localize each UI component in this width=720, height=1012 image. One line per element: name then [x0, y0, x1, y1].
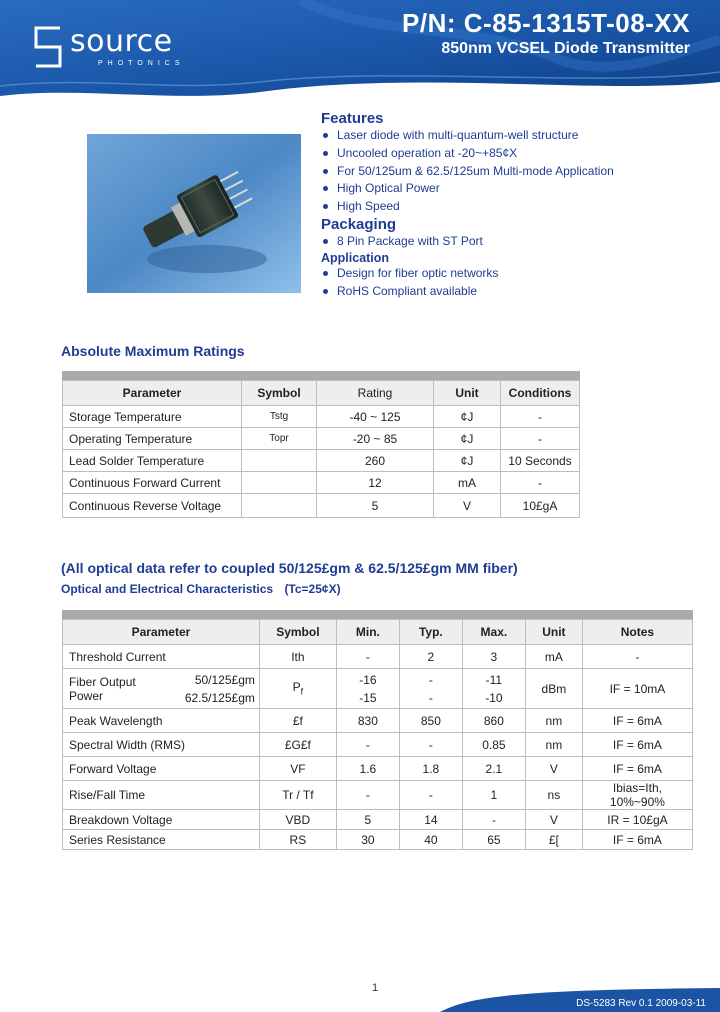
logo-subtext: PHOTONICS: [98, 60, 185, 67]
cell-symbol: [242, 450, 317, 472]
cell-min: 5: [336, 810, 399, 830]
cell-symbol: RS: [259, 830, 336, 850]
column-header: Min.: [336, 620, 399, 645]
table-row: [63, 450, 580, 472]
optical-table: [62, 619, 693, 850]
column-header: Rating: [317, 381, 434, 406]
cell-typ: [399, 669, 462, 709]
cell-unit: V: [525, 810, 582, 830]
column-header: Symbol: [259, 620, 336, 645]
cell-symbol: $P_f$: [259, 669, 336, 709]
table-header-row: [63, 620, 693, 645]
cell-symbol: [242, 472, 317, 494]
cell-notes: IF = 6mA: [582, 830, 692, 850]
list-item: 8 Pin Package with ST Port: [321, 233, 701, 251]
page-header: [0, 0, 720, 100]
cell-symbol: Ith: [259, 645, 336, 669]
table-row: [63, 669, 693, 709]
cell-param: Storage Temperature: [63, 406, 242, 428]
cell-max: 860: [462, 709, 525, 733]
cell-unit: £[: [525, 830, 582, 850]
cell-unit: nm: [525, 709, 582, 733]
list-item: Design for fiber optic networks: [321, 265, 701, 283]
cell-param: Forward Voltage: [63, 757, 260, 781]
list-item: Laser diode with multi-quantum-well structure: [321, 127, 701, 145]
cell-rating: 5: [317, 494, 434, 518]
cell-unit: V: [525, 757, 582, 781]
cell-typ: -: [399, 781, 462, 810]
cell-unit: ¢J: [434, 406, 501, 428]
page-number: 1: [372, 982, 379, 994]
features-list: [321, 127, 701, 216]
cell-param: Peak Wavelength: [63, 709, 260, 733]
cell-symbol: VBD: [259, 810, 336, 830]
cell-param: Spectral Width (RMS): [63, 733, 260, 757]
table-header-row: [63, 381, 580, 406]
cell-conditions: 10£gA: [501, 494, 580, 518]
cell-conditions: -: [501, 428, 580, 450]
cell-rating: 260: [317, 450, 434, 472]
product-subtitle: 850nm VCSEL Diode Transmitter: [441, 40, 690, 57]
table-row: [63, 757, 693, 781]
cell-min: 1.6: [336, 757, 399, 781]
cell-typ: 1.8: [399, 757, 462, 781]
cell-conditions: -: [501, 406, 580, 428]
column-header: Max.: [462, 620, 525, 645]
optical-condition: (Tc=25¢X): [284, 582, 341, 596]
cell-param: Rise/Fall Time: [63, 781, 260, 810]
cell-param: Lead Solder Temperature: [63, 450, 242, 472]
cell-unit: ¢J: [434, 450, 501, 472]
cell-max: 2.1: [462, 757, 525, 781]
cell-notes: IR = 10£gA: [582, 810, 692, 830]
application-list: [321, 265, 701, 301]
column-header: Parameter: [63, 620, 260, 645]
packaging-list: [321, 233, 701, 251]
cell-unit: nm: [525, 733, 582, 757]
cell-typ: -: [399, 733, 462, 757]
cell-unit: ns: [525, 781, 582, 810]
cell-symbol: Topr: [242, 428, 317, 450]
list-item: For 50/125um & 62.5/125um Multi-mode Application: [321, 163, 701, 181]
table-row: [63, 709, 693, 733]
cell-max: 65: [462, 830, 525, 850]
column-header: Notes: [582, 620, 692, 645]
cell-param: Operating Temperature: [63, 428, 242, 450]
table-row: [63, 830, 693, 850]
cell-notes: -: [582, 645, 692, 669]
list-item: High Speed: [321, 198, 701, 216]
table-row: [63, 406, 580, 428]
cell-typ: 850: [399, 709, 462, 733]
cell-max: -: [462, 810, 525, 830]
table-row: [63, 645, 693, 669]
cell-min: -: [336, 733, 399, 757]
cell-unit: ¢J: [434, 428, 501, 450]
cell-param: Continuous Reverse Voltage: [63, 494, 242, 518]
optical-note: (All optical data refer to coupled 50/125£gm & 62.5/125£gm MM fiber): [61, 560, 518, 576]
table-row: [63, 494, 580, 518]
column-header: Unit: [434, 381, 501, 406]
min-1: -16: [359, 672, 377, 687]
cell-unit: V: [434, 494, 501, 518]
subparam-1: 50/125£gm: [194, 672, 255, 687]
column-header: Symbol: [242, 381, 317, 406]
cell-notes: Ibias=Ith, 10%~90%: [582, 781, 692, 810]
cell-typ: 2: [399, 645, 462, 669]
cell-param: Fiber Output Power: [63, 669, 178, 709]
table-top-bar: [62, 371, 580, 380]
cell-min: 30: [336, 830, 399, 850]
table-top-bar: [62, 610, 693, 619]
cell-typ: 14: [399, 810, 462, 830]
cell-min: 830: [336, 709, 399, 733]
cell-unit: dBm: [525, 669, 582, 709]
cell-symbol: VF: [259, 757, 336, 781]
cell-notes: IF = 6mA: [582, 709, 692, 733]
max-2: -10: [485, 690, 503, 705]
table-row: [63, 428, 580, 450]
list-item: High Optical Power: [321, 180, 701, 198]
cell-max: 1: [462, 781, 525, 810]
cell-subparam: [177, 669, 259, 709]
cell-rating: -40 ~ 125: [317, 406, 434, 428]
optical-title: [61, 582, 341, 596]
product-photo: [87, 134, 301, 293]
cell-unit: mA: [525, 645, 582, 669]
cell-param: Continuous Forward Current: [63, 472, 242, 494]
cell-min: -: [336, 781, 399, 810]
table-row: [63, 810, 693, 830]
cell-notes: IF = 6mA: [582, 733, 692, 757]
cell-conditions: -: [501, 472, 580, 494]
doc-info: DS-5283 Rev 0.1 2009-03-11: [576, 998, 706, 1009]
cell-max: 3: [462, 645, 525, 669]
cell-rating: -20 ~ 85: [317, 428, 434, 450]
symbol-sub: f: [300, 686, 304, 697]
cell-max: [462, 669, 525, 709]
cell-param: Series Resistance: [63, 830, 260, 850]
cell-param: Breakdown Voltage: [63, 810, 260, 830]
typ-1: -: [428, 672, 433, 687]
optical-title-text: Optical and Electrical Characteristics: [61, 582, 274, 596]
cell-conditions: 10 Seconds: [501, 450, 580, 472]
column-header: Unit: [525, 620, 582, 645]
typ-2: -: [428, 690, 433, 705]
cell-unit: mA: [434, 472, 501, 494]
column-header: Parameter: [63, 381, 242, 406]
cell-max: 0.85: [462, 733, 525, 757]
cell-symbol: [242, 494, 317, 518]
application-title: Application: [321, 250, 390, 265]
table-row: [63, 472, 580, 494]
column-header: Typ.: [399, 620, 462, 645]
list-item: Uncooled operation at -20~+85¢X: [321, 145, 701, 163]
cell-notes: IF = 6mA: [582, 757, 692, 781]
amr-table: [62, 380, 580, 518]
cell-symbol: Tr / Tf: [259, 781, 336, 810]
min-2: -15: [359, 690, 377, 705]
cell-symbol: £G£f: [259, 733, 336, 757]
cell-min: -: [336, 645, 399, 669]
table-row: [63, 733, 693, 757]
cell-typ: 40: [399, 830, 462, 850]
column-header: Conditions: [501, 381, 580, 406]
cell-notes: IF = 10mA: [582, 669, 692, 709]
cell-param: Threshold Current: [63, 645, 260, 669]
features-section: [321, 110, 701, 300]
table-row: [63, 781, 693, 810]
features-title: Features: [321, 110, 384, 127]
subparam-2: 62.5/125£gm: [184, 690, 255, 705]
logo-text: source: [70, 24, 173, 59]
part-number: P/N: C-85-1315T-08-XX: [402, 8, 690, 38]
list-item: RoHS Compliant available: [321, 283, 701, 301]
amr-title: Absolute Maximum Ratings: [61, 343, 245, 359]
cell-symbol: Tstg: [242, 406, 317, 428]
cell-symbol: £f: [259, 709, 336, 733]
cell-min: [336, 669, 399, 709]
max-1: -11: [485, 672, 503, 687]
packaging-title: Packaging: [321, 215, 397, 233]
cell-rating: 12: [317, 472, 434, 494]
